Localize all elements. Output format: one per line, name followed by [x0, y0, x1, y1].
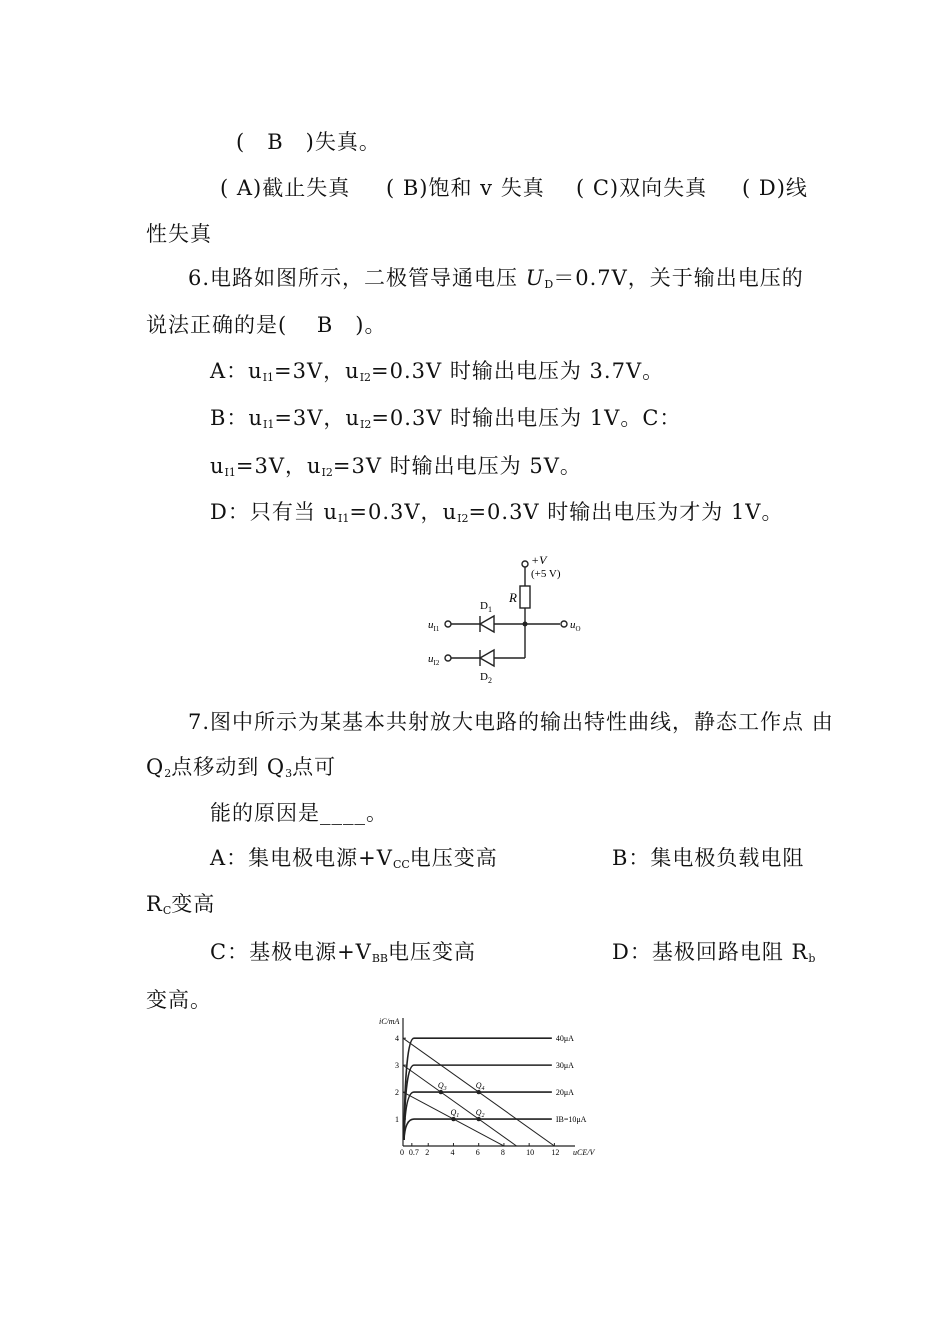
q7-stem-line3: 能的原因是____。 [210, 801, 388, 825]
junction-dot [523, 622, 528, 627]
output-characteristic-chart [370, 1014, 610, 1164]
q6-ud-sub: D [544, 278, 554, 291]
output-characteristic-figure [370, 1014, 610, 1164]
characteristic-curve [404, 1119, 552, 1140]
x-tick-label: 4 [450, 1148, 455, 1157]
y-axis-label: iC/mA [379, 1017, 400, 1026]
q5-stem-end: ( B )失真。 [236, 130, 381, 154]
curve-label: IB=10μA [555, 1115, 587, 1125]
q-point-label: $Q_1$ [450, 1108, 460, 1120]
supply-label: +V [531, 553, 547, 567]
q-point-label: $Q_4$ [475, 1081, 485, 1093]
q6-ud-symbol: U [525, 266, 545, 290]
d2-triangle [480, 650, 494, 666]
d1-triangle [480, 616, 494, 632]
x-tick-label: 0.7 [408, 1148, 419, 1157]
q5-option-b: ( B)饱和 v 失真 [386, 176, 545, 200]
diode-circuit-svg [420, 552, 600, 686]
curve-label: 30μA [555, 1061, 574, 1071]
q7-option-b-cont: $R_C$变高 [146, 892, 216, 917]
x-tick-label: 0 [400, 1148, 404, 1157]
q6-stem-a: 6.电路如图所示，二极管导通电压 [188, 266, 526, 290]
q6-stem [188, 262, 804, 292]
q5-option-d-cont: 性失真 [146, 222, 212, 246]
input1-terminal [445, 621, 451, 627]
x-tick-label: 12 [551, 1148, 560, 1157]
diode-circuit-figure [420, 552, 600, 686]
load-line [403, 1065, 517, 1146]
curve-label: 20μA [555, 1088, 574, 1098]
input1-label: $u_{I1}$ [428, 619, 440, 633]
d2-label: $D_2$ [480, 671, 492, 685]
x-tick-label: 8 [500, 1148, 505, 1157]
x-tick-label: 2 [425, 1148, 430, 1157]
supply-terminal [522, 561, 528, 567]
y-tick-label: 2 [395, 1088, 399, 1098]
y-tick-label: 1 [395, 1115, 399, 1125]
x-tick-label: 6 [475, 1148, 480, 1157]
q7-option-a: A：集电极电源$+V_{CC}$电压变高 [210, 846, 498, 871]
q-point-q1 [451, 1117, 455, 1121]
q7-option-d: D：基极回路电阻 $R_b$ [612, 940, 816, 965]
resistor-r [520, 586, 530, 608]
q6-option-a: A：$u_{I1}=3V$，$u_{I2}=0.3V$ 时输出电压为 3.7V。 [210, 359, 665, 384]
q7-option-d-cont: 变高。 [146, 988, 212, 1012]
q6-option-b: B：$u_{I1}=3V$，$u_{I2}=0.3V$ 时输出电压为 1V。C： [210, 406, 682, 431]
curve-label: 40μA [555, 1034, 574, 1044]
q-point-q2 [476, 1117, 480, 1121]
output-label: $u_O$ [570, 619, 581, 633]
q-point-label: $Q_3$ [437, 1081, 447, 1093]
q6-option-c: $u_{I1}=3V$，$u_{I2}=3V$ 时输出电压为 5V。 [210, 454, 582, 479]
q-point-label: $Q_2$ [475, 1108, 485, 1120]
input2-terminal [445, 655, 451, 661]
q5-option-a: ( A)截止失真 [220, 176, 351, 200]
input2-label: $u_{I2}$ [428, 653, 440, 667]
q-point-q3 [439, 1090, 443, 1094]
q7-option-b: B：集电极负载电阻 [612, 846, 805, 870]
y-tick-label: 4 [395, 1034, 399, 1044]
x-tick-label: 10 [526, 1148, 535, 1157]
q5-option-d: ( D)线 [742, 176, 808, 200]
x-axis-label: uCE/V [573, 1148, 595, 1157]
q6-stem-line2: 说法正确的是( B )。 [146, 313, 387, 337]
q6-option-d: D：只有当 $u_{I1}=0.3V$，$u_{I2}=0.3V$ 时输出电压为才为 1V。 [210, 500, 784, 525]
q7-stem-line1: 7.图中所示为某基本共射放大电路的输出特性曲线，静态工作点 由 [188, 710, 834, 734]
d1-label: $D_1$ [480, 600, 492, 614]
resistor-label: R [509, 590, 517, 605]
q7-option-c: C：基极电源$+V_{BB}$电压变高 [210, 940, 477, 965]
supply-value: (+5 V) [531, 568, 561, 580]
q7-stem-line2: $Q_2$点移动到 $Q_3$点可 [146, 755, 337, 780]
y-tick-label: 3 [395, 1061, 399, 1071]
q-point-q4 [476, 1090, 480, 1094]
q6-stem-b: ＝0.7V，关于输出电压的 [553, 266, 804, 290]
q5-option-c: ( C)双向失真 [576, 176, 708, 200]
output-terminal [561, 621, 567, 627]
